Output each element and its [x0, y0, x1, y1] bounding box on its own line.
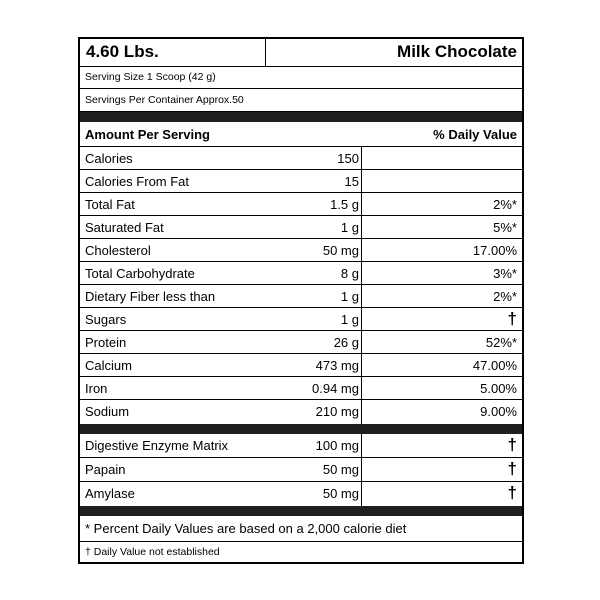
- daily-value: 5%*: [493, 220, 517, 235]
- row-sodium: [80, 400, 522, 423]
- nutrient-amount: 150: [337, 151, 359, 166]
- column-divider-upper: [361, 146, 362, 424]
- nutrient-amount: 473 mg: [315, 358, 359, 373]
- nutrient-name: Protein: [85, 335, 127, 350]
- nutrient-name: Calcium: [85, 358, 132, 373]
- nutrient-name: Cholesterol: [85, 243, 151, 258]
- supplement-facts-panel: [78, 37, 524, 564]
- row-dietary-fiber-less-than: [80, 285, 522, 308]
- dagger-mark: †: [507, 309, 517, 328]
- row-iron: [80, 377, 522, 400]
- row-amylase: [80, 482, 522, 506]
- row-digestive-enzyme-matrix: [80, 434, 522, 458]
- nutrient-name: Amylase: [85, 486, 135, 501]
- product-weight: 4.60 Lbs.: [86, 42, 159, 61]
- separator-bar-middle: [80, 424, 522, 434]
- nutrient-name: Calories: [85, 151, 133, 166]
- nutrient-amount: 100 mg: [315, 438, 359, 453]
- nutrient-amount: 26 g: [333, 335, 359, 350]
- nutrient-name: Sugars: [85, 312, 127, 327]
- row-papain: [80, 458, 522, 482]
- nutrient-name: Calories From Fat: [85, 174, 190, 189]
- title-divider: [265, 39, 266, 66]
- nutrient-amount: 15: [344, 174, 359, 189]
- dagger-mark: †: [507, 435, 517, 454]
- nutrient-name: Digestive Enzyme Matrix: [85, 438, 229, 453]
- row-total-fat: [80, 193, 522, 216]
- row-total-carbohydrate: [80, 262, 522, 285]
- daily-value: 47.00%: [472, 358, 517, 373]
- row-calcium: [80, 354, 522, 377]
- servings-per-container-row: [80, 89, 522, 112]
- nutrient-name: Total Fat: [85, 197, 135, 212]
- daily-value: 2%*: [493, 197, 517, 212]
- row-calories-from-fat: [80, 170, 522, 193]
- dagger-footnote-row: [80, 542, 522, 562]
- daily-value: 17.00%: [472, 243, 517, 258]
- nutrient-amount: 1 g: [340, 220, 359, 235]
- dagger-footnote: † Daily Value not established: [85, 546, 220, 558]
- dagger-mark: †: [507, 459, 517, 478]
- daily-value: 52%*: [485, 335, 517, 350]
- daily-value: 5.00%: [480, 381, 517, 396]
- column-divider-lower: [361, 434, 362, 506]
- nutrient-name: Papain: [85, 462, 126, 477]
- nutrient-amount: 1 g: [340, 289, 359, 304]
- dagger-mark: †: [507, 483, 517, 502]
- nutrient-amount: 50 mg: [322, 486, 359, 501]
- nutrient-amount: 1 g: [340, 312, 359, 327]
- row-saturated-fat: [80, 216, 522, 239]
- nutrient-name: Sodium: [85, 404, 130, 419]
- row-cholesterol: [80, 239, 522, 262]
- serving-size-text: Serving Size 1 Scoop (42 g): [85, 71, 216, 83]
- daily-value: 3%*: [493, 266, 517, 281]
- nutrient-name: Saturated Fat: [85, 220, 164, 235]
- nutrient-amount: 1.5 g: [330, 197, 359, 212]
- nutrient-amount: 50 mg: [322, 462, 359, 477]
- serving-size-row: [80, 66, 522, 89]
- separator-bar-bottom: [80, 506, 522, 516]
- nutrient-amount: 210 mg: [315, 404, 359, 419]
- product-flavor: Milk Chocolate: [397, 42, 517, 61]
- row-protein: [80, 331, 522, 354]
- nutrient-amount: 8 g: [340, 266, 359, 281]
- row-sugars: [80, 308, 522, 331]
- separator-bar-top: [80, 112, 522, 122]
- daily-value-heading: % Daily Value: [433, 127, 517, 142]
- row-calories: [80, 147, 522, 170]
- amount-header-row: [80, 122, 522, 147]
- percent-dv-footnote-row: [80, 516, 522, 542]
- nutrient-name: Total Carbohydrate: [85, 266, 195, 281]
- daily-value: 2%*: [493, 289, 517, 304]
- percent-dv-footnote: * Percent Daily Values are based on a 2,000 calorie diet: [85, 521, 407, 536]
- nutrient-name: Iron: [85, 381, 108, 396]
- nutrient-amount: 0.94 mg: [312, 381, 359, 396]
- daily-value: 9.00%: [480, 404, 517, 419]
- title-row: [80, 39, 522, 67]
- nutrient-amount: 50 mg: [322, 243, 359, 258]
- servings-per-container-text: Servings Per Container Approx.50: [85, 94, 244, 106]
- nutrient-name: Dietary Fiber less than: [85, 289, 216, 304]
- amount-per-serving-heading: Amount Per Serving: [85, 127, 210, 142]
